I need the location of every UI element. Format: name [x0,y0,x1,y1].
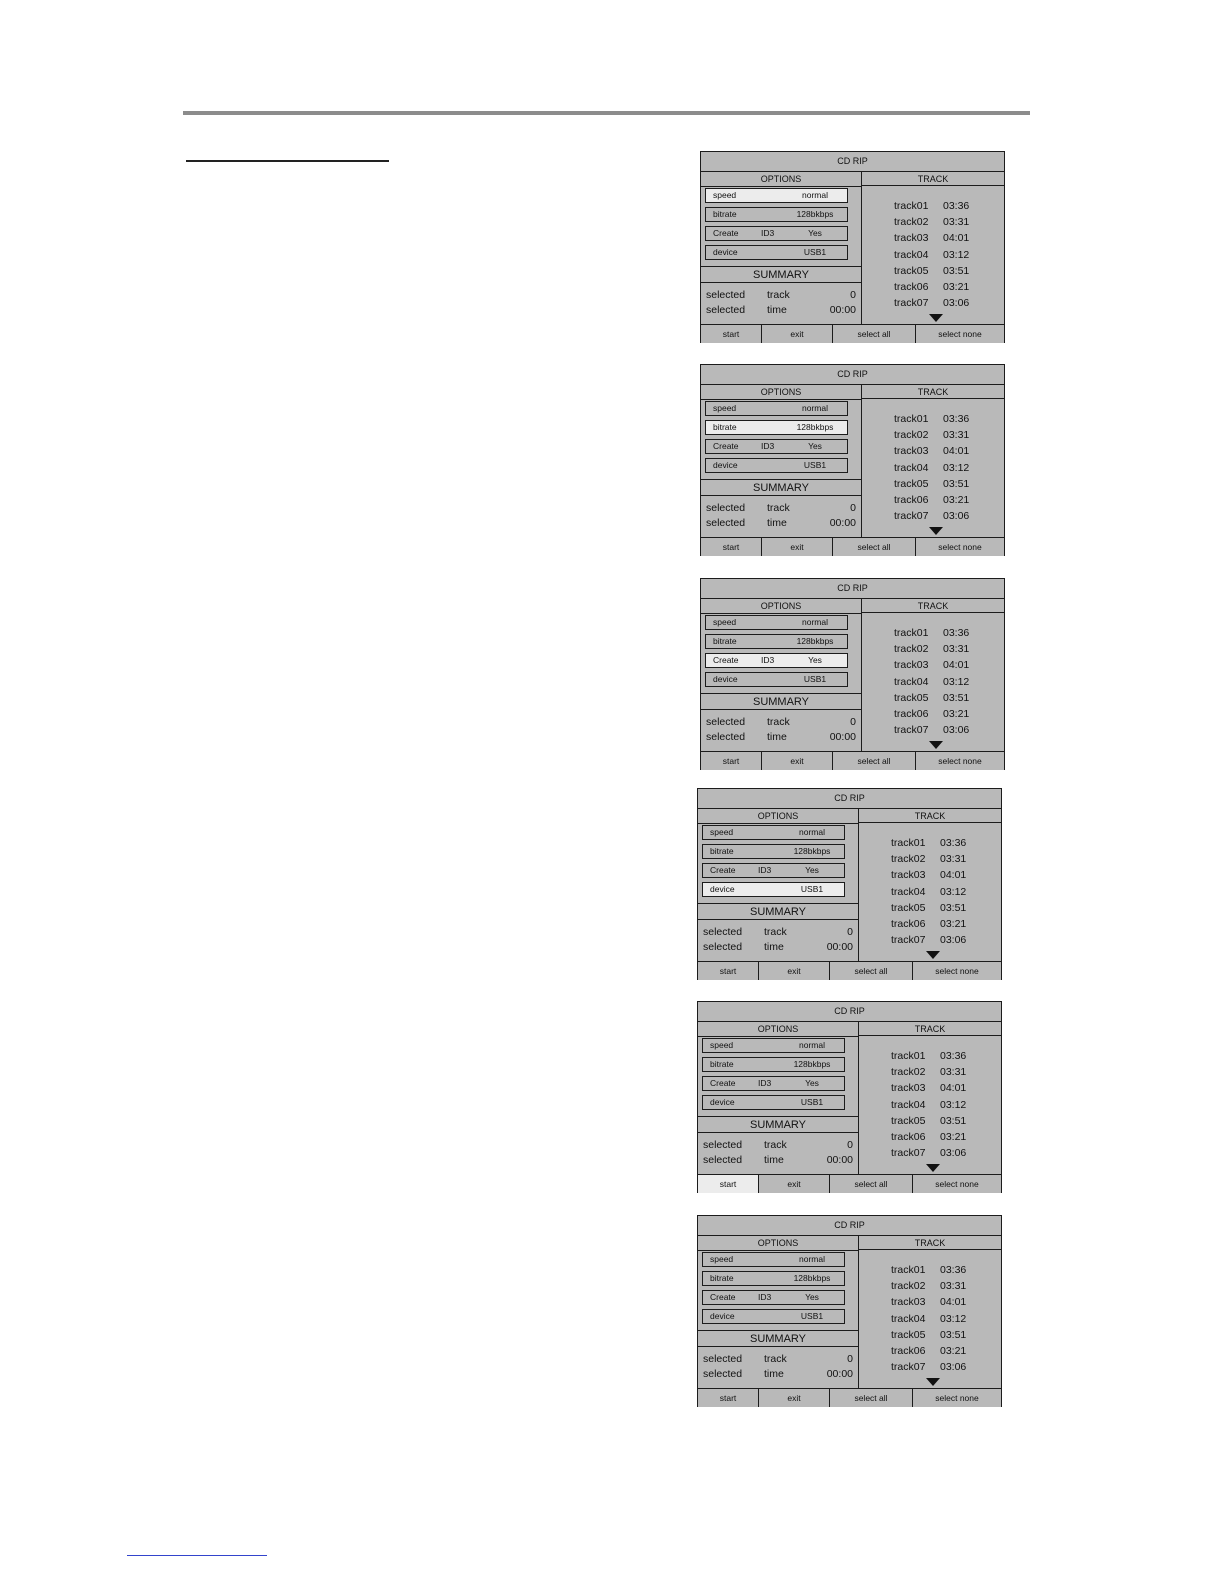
option-speed[interactable] [702,1038,845,1053]
option-label: Create [713,228,739,238]
summary-value: 00:00 [829,304,856,316]
cd-rip-panel [697,1001,1002,1193]
select-none-button[interactable]: select none [913,1389,1001,1407]
panel-title: CD RIP [698,1002,1001,1022]
option-value: USB1 [800,884,824,894]
track-header: TRACK [858,809,1001,823]
option-device[interactable] [702,1309,845,1324]
start-button[interactable]: start [698,962,759,980]
option-value: Yes [805,1292,819,1302]
track-time: 03:12 [943,676,970,688]
summary-field: time [764,1368,784,1380]
option-bitrate[interactable] [702,1057,845,1072]
option-label: Create [713,655,739,665]
option-bitrate[interactable] [702,1271,845,1286]
option-mid: ID3 [761,228,775,238]
track-name: track02 [891,1280,926,1292]
select-none-button[interactable]: select none [916,325,1004,343]
option-create[interactable] [702,1290,845,1305]
summary-label: selected [706,289,746,301]
summary-row [698,940,858,954]
option-create[interactable] [702,1076,845,1091]
option-speed[interactable] [705,401,848,416]
track-time: 03:36 [940,1050,967,1062]
track-name: track01 [894,200,929,212]
button-bar [698,1388,1001,1407]
track-time: 03:36 [943,413,970,425]
track-name: track07 [891,1147,926,1159]
option-value: normal [799,827,825,837]
summary-title: SUMMARY [698,1330,858,1347]
summary-row [701,501,861,515]
track-name: track04 [894,676,929,688]
option-create[interactable] [705,226,848,241]
summary-value: 0 [850,716,856,728]
panel-title: CD RIP [701,365,1004,385]
option-label: bitrate [713,422,737,432]
option-label: bitrate [710,1273,734,1283]
panel-title: CD RIP [698,789,1001,809]
start-button[interactable]: start [698,1175,759,1193]
track-name: track07 [894,510,929,522]
option-speed[interactable] [705,615,848,630]
track-name: track02 [894,429,929,441]
option-mid: ID3 [761,655,775,665]
column-divider [858,1036,859,1174]
option-label: Create [713,441,739,451]
track-header: TRACK [861,172,1004,186]
option-speed[interactable] [705,188,848,203]
summary-row [701,730,861,744]
track-time: 03:12 [943,462,970,474]
track-time: 04:01 [943,659,970,671]
summary-field: time [764,941,784,953]
summary-field: track [764,1353,787,1365]
cd-rip-panel [697,1215,1002,1407]
column-divider [858,823,859,961]
option-device[interactable] [702,882,845,897]
select-all-button[interactable]: select all [833,325,916,343]
option-label: speed [713,403,737,413]
option-device[interactable] [705,672,848,687]
column-divider [861,399,862,537]
track-name: track05 [891,1115,926,1127]
option-label: bitrate [710,846,734,856]
panel-title: CD RIP [698,1216,1001,1236]
exit-button[interactable]: exit [759,962,830,980]
track-name: track04 [894,462,929,474]
option-value: USB1 [800,1311,824,1321]
track-time: 03:36 [940,837,967,849]
summary-label: selected [706,502,746,514]
option-speed[interactable] [702,1252,845,1267]
scroll-down-icon[interactable] [926,951,940,959]
summary-value: 0 [847,1353,853,1365]
track-time: 03:51 [943,478,970,490]
summary-field: time [767,517,787,529]
track-time: 03:51 [943,265,970,277]
summary-field: track [764,1139,787,1151]
summary-label: selected [703,1368,743,1380]
select-all-button[interactable]: select all [830,962,913,980]
cd-rip-panel [700,578,1005,770]
select-all-button[interactable]: select all [830,1389,913,1407]
track-time: 03:06 [940,934,967,946]
track-name: track01 [894,413,929,425]
exit-button[interactable]: exit [759,1389,830,1407]
start-button[interactable]: start [701,752,762,770]
option-value: Yes [808,441,822,451]
track-time: 03:12 [940,1313,967,1325]
track-name: track05 [894,692,929,704]
summary-row [698,1367,858,1381]
track-name: track02 [891,853,926,865]
scroll-down-icon[interactable] [926,1164,940,1172]
track-header: TRACK [861,385,1004,399]
options-header: OPTIONS [698,1022,858,1037]
option-create[interactable] [705,653,848,668]
summary-row [698,1138,858,1152]
summary-value: 0 [847,926,853,938]
panel-title: CD RIP [701,152,1004,172]
option-value: normal [799,1040,825,1050]
select-all-button[interactable]: select all [833,752,916,770]
option-label: Create [710,1078,736,1088]
track-name: track07 [894,724,929,736]
summary-value: 00:00 [829,517,856,529]
option-label: speed [710,1254,734,1264]
option-label: Create [710,1292,736,1302]
summary-field: time [764,1154,784,1166]
track-time: 03:21 [940,918,967,930]
track-time: 04:01 [940,1082,967,1094]
select-none-button[interactable]: select none [913,962,1001,980]
cd-rip-panel [700,151,1005,343]
start-button[interactable]: start [698,1389,759,1407]
summary-field: track [764,926,787,938]
track-time: 03:31 [943,643,970,655]
cd-rip-panel [697,788,1002,980]
option-create[interactable] [702,863,845,878]
track-name: track04 [891,886,926,898]
option-create[interactable] [705,439,848,454]
summary-label: selected [706,517,746,529]
option-mid: ID3 [758,865,772,875]
option-value: USB1 [800,1097,824,1107]
option-value: Yes [808,655,822,665]
track-time: 04:01 [940,869,967,881]
summary-field: time [767,731,787,743]
summary-title: SUMMARY [701,693,861,710]
track-name: track06 [894,708,929,720]
summary-value: 00:00 [826,1154,853,1166]
option-bitrate[interactable] [702,844,845,859]
track-name: track07 [894,297,929,309]
column-divider [861,186,862,324]
button-bar [701,537,1004,556]
track-time: 03:36 [943,627,970,639]
summary-label: selected [703,1353,743,1365]
track-name: track02 [891,1066,926,1078]
summary-label: selected [706,731,746,743]
column-divider [858,1250,859,1388]
exit-button[interactable]: exit [759,1175,830,1193]
footer-link-underline [127,1555,267,1556]
button-bar [698,961,1001,980]
option-bitrate[interactable] [705,207,848,222]
exit-button[interactable]: exit [762,325,833,343]
button-bar [701,751,1004,770]
summary-row [698,1153,858,1167]
select-none-button[interactable]: select none [913,1175,1001,1193]
track-name: track01 [891,1264,926,1276]
option-value: 128bkbps [793,1059,831,1069]
summary-row [701,516,861,530]
summary-value: 0 [850,289,856,301]
track-time: 03:51 [940,1115,967,1127]
select-none-button[interactable]: select none [916,752,1004,770]
summary-title: SUMMARY [698,1116,858,1133]
option-bitrate[interactable] [705,420,848,435]
track-time: 03:31 [943,429,970,441]
track-time: 04:01 [943,232,970,244]
track-time: 03:31 [940,1066,967,1078]
option-label: speed [713,617,737,627]
summary-title: SUMMARY [698,903,858,920]
track-name: track01 [891,837,926,849]
track-time: 03:51 [943,692,970,704]
track-name: track03 [894,232,929,244]
track-time: 03:12 [943,249,970,261]
track-time: 03:06 [943,724,970,736]
track-time: 03:06 [943,297,970,309]
option-label: bitrate [710,1059,734,1069]
track-name: track05 [891,902,926,914]
option-label: bitrate [713,209,737,219]
track-name: track07 [891,934,926,946]
option-label: device [713,247,738,257]
option-value: 128bkbps [793,846,831,856]
track-time: 03:12 [940,1099,967,1111]
options-header: OPTIONS [698,809,858,824]
button-bar [701,324,1004,343]
summary-field: time [767,304,787,316]
track-time: 03:21 [943,494,970,506]
options-header: OPTIONS [701,172,861,187]
option-value: 128bkbps [796,422,834,432]
track-time: 03:51 [940,1329,967,1341]
option-value: 128bkbps [796,636,834,646]
option-value: normal [799,1254,825,1264]
option-mid: ID3 [758,1078,772,1088]
track-name: track03 [894,445,929,457]
select-none-button[interactable]: select none [916,538,1004,556]
track-time: 03:36 [943,200,970,212]
options-header: OPTIONS [701,385,861,400]
track-name: track05 [891,1329,926,1341]
track-time: 03:06 [943,510,970,522]
scroll-down-icon[interactable] [929,741,943,749]
track-time: 03:21 [943,281,970,293]
option-device[interactable] [705,245,848,260]
track-header: TRACK [858,1236,1001,1250]
track-name: track04 [891,1099,926,1111]
option-label: device [710,884,735,894]
scroll-down-icon[interactable] [929,527,943,535]
track-name: track03 [894,659,929,671]
option-mid: ID3 [761,441,775,451]
summary-value: 0 [850,502,856,514]
track-time: 03:06 [940,1361,967,1373]
summary-value: 00:00 [826,941,853,953]
track-name: track01 [894,627,929,639]
track-time: 03:31 [943,216,970,228]
track-header: TRACK [861,599,1004,613]
options-header: OPTIONS [701,599,861,614]
summary-label: selected [703,1139,743,1151]
option-label: device [710,1311,735,1321]
track-name: track06 [894,281,929,293]
summary-title: SUMMARY [701,266,861,283]
option-value: Yes [805,865,819,875]
option-value: normal [802,190,828,200]
track-time: 03:21 [940,1131,967,1143]
summary-label: selected [706,304,746,316]
track-time: 03:31 [940,1280,967,1292]
select-all-button[interactable]: select all [830,1175,913,1193]
option-value: 128bkbps [796,209,834,219]
column-divider [861,613,862,751]
track-name: track05 [894,478,929,490]
track-name: track01 [891,1050,926,1062]
summary-row [701,303,861,317]
option-label: device [713,460,738,470]
track-time: 03:51 [940,902,967,914]
header-rule [183,111,1030,115]
exit-button[interactable]: exit [762,752,833,770]
track-name: track02 [894,643,929,655]
summary-label: selected [706,716,746,728]
option-device[interactable] [705,458,848,473]
track-time: 03:31 [940,853,967,865]
track-name: track03 [891,1082,926,1094]
summary-label: selected [703,941,743,953]
track-name: track04 [891,1313,926,1325]
scroll-down-icon[interactable] [929,314,943,322]
track-time: 03:06 [940,1147,967,1159]
track-time: 03:21 [943,708,970,720]
option-label: speed [710,1040,734,1050]
track-time: 03:36 [940,1264,967,1276]
track-name: track06 [894,494,929,506]
button-bar [698,1174,1001,1193]
summary-value: 00:00 [826,1368,853,1380]
option-value: Yes [808,228,822,238]
summary-title: SUMMARY [701,479,861,496]
option-label: bitrate [713,636,737,646]
cd-rip-panel [700,364,1005,556]
track-name: track04 [894,249,929,261]
track-name: track06 [891,1131,926,1143]
summary-field: track [767,716,790,728]
track-name: track06 [891,918,926,930]
track-name: track03 [891,1296,926,1308]
option-bitrate[interactable] [705,634,848,649]
track-name: track07 [891,1361,926,1373]
summary-row [698,1352,858,1366]
summary-row [701,288,861,302]
track-name: track02 [894,216,929,228]
option-value: 128bkbps [793,1273,831,1283]
summary-row [701,715,861,729]
track-name: track05 [894,265,929,277]
option-value: normal [802,617,828,627]
option-mid: ID3 [758,1292,772,1302]
panel-title: CD RIP [701,579,1004,599]
option-label: Create [710,865,736,875]
option-label: device [710,1097,735,1107]
track-time: 03:12 [940,886,967,898]
summary-label: selected [703,926,743,938]
section-heading-underline [186,160,389,162]
track-time: 03:21 [940,1345,967,1357]
track-name: track03 [891,869,926,881]
scroll-down-icon[interactable] [926,1378,940,1386]
summary-field: track [767,502,790,514]
option-value: normal [802,403,828,413]
option-value: USB1 [803,247,827,257]
option-label: speed [710,827,734,837]
summary-row [698,925,858,939]
option-value: Yes [805,1078,819,1088]
option-speed[interactable] [702,825,845,840]
option-label: device [713,674,738,684]
exit-button[interactable]: exit [762,538,833,556]
summary-label: selected [703,1154,743,1166]
option-value: USB1 [803,674,827,684]
track-header: TRACK [858,1022,1001,1036]
select-all-button[interactable]: select all [833,538,916,556]
options-header: OPTIONS [698,1236,858,1251]
start-button[interactable]: start [701,538,762,556]
summary-value: 0 [847,1139,853,1151]
summary-value: 00:00 [829,731,856,743]
summary-field: track [767,289,790,301]
track-time: 04:01 [943,445,970,457]
start-button[interactable]: start [701,325,762,343]
option-label: speed [713,190,737,200]
option-value: USB1 [803,460,827,470]
track-time: 04:01 [940,1296,967,1308]
option-device[interactable] [702,1095,845,1110]
track-name: track06 [891,1345,926,1357]
